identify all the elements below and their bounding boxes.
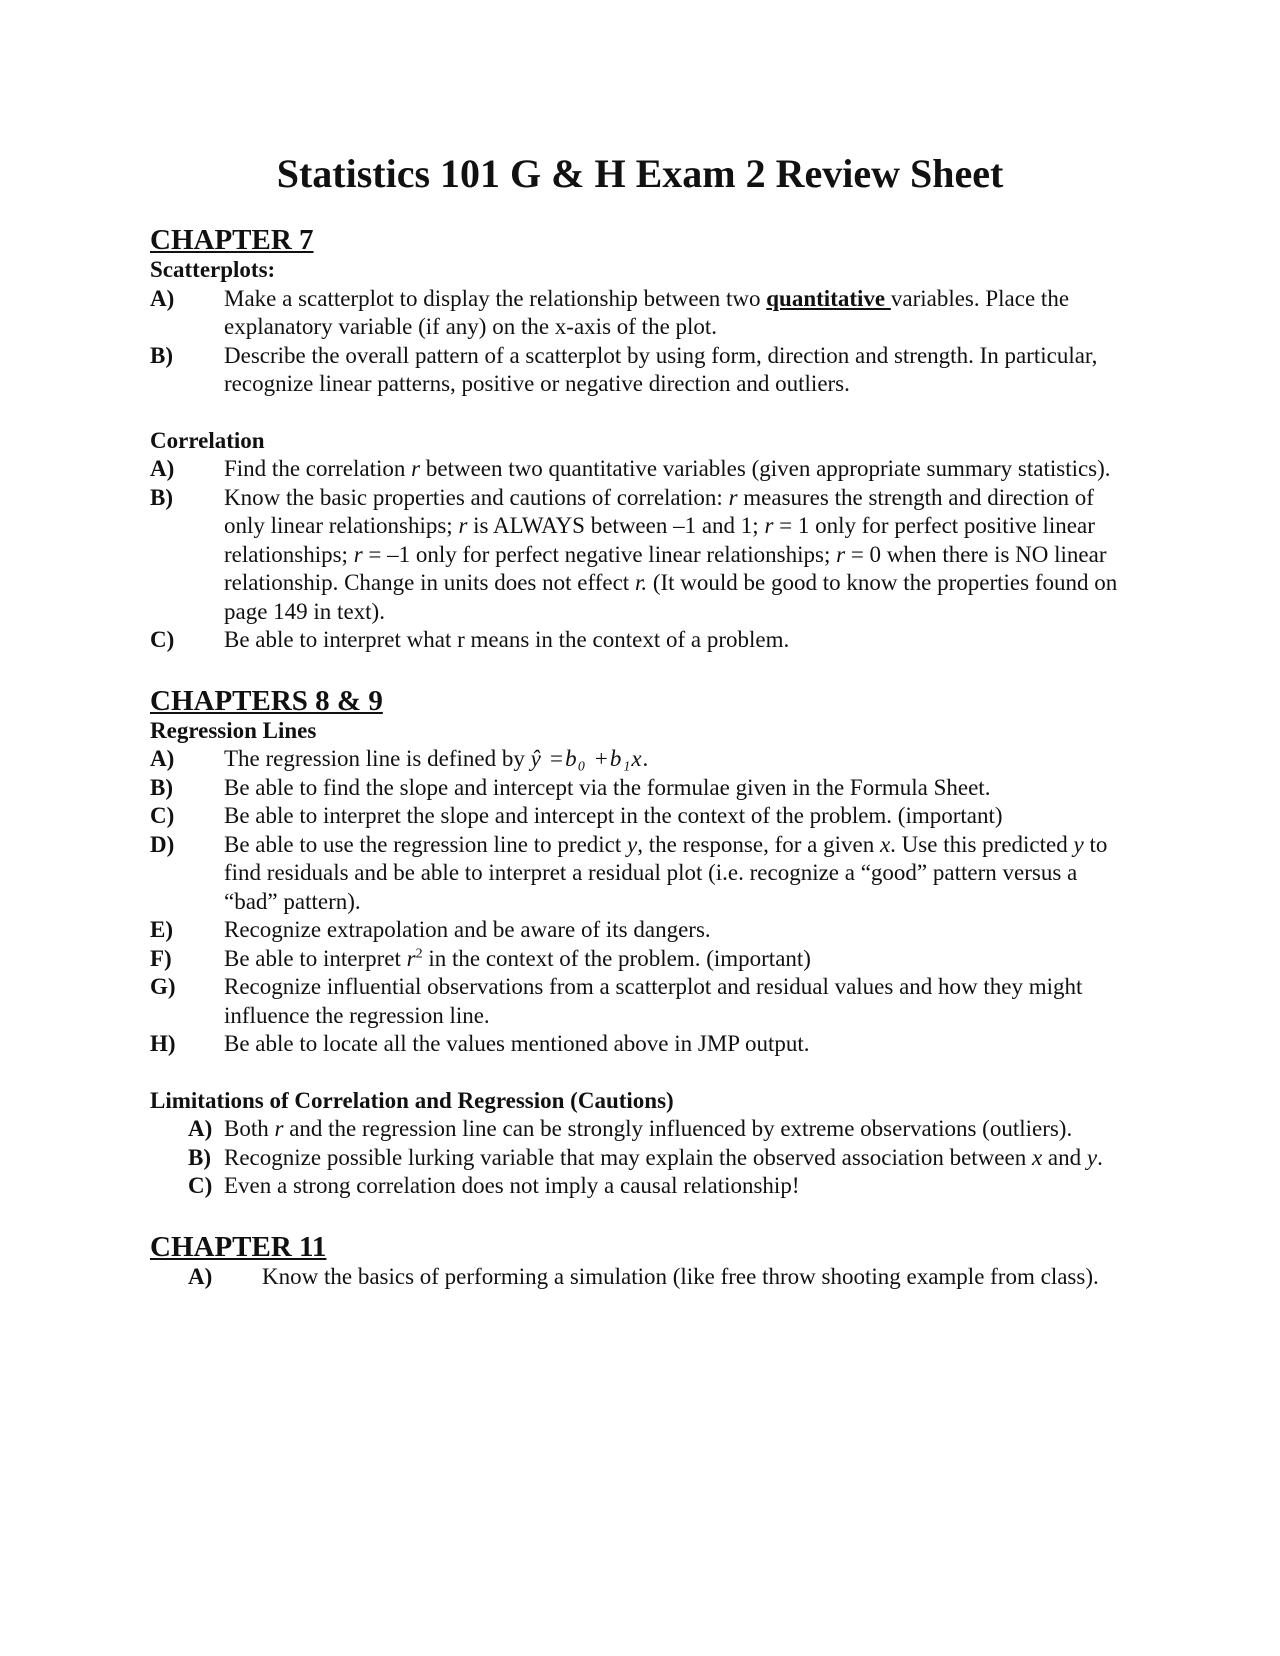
item-text: Be able to interpret the slope and intercept in the context of the problem. (important) [224, 803, 1003, 828]
r-symbol: r [406, 945, 416, 971]
y-symbol: y [1073, 831, 1084, 857]
text-run: . Use this predicted [890, 831, 1074, 857]
scatterplots-item-a [150, 285, 1130, 342]
item-label: A) [188, 1116, 213, 1141]
text-run: . [1097, 1144, 1103, 1170]
chapter-11-list [150, 1263, 1130, 1292]
text-run: and the regression line can be strongly influenced by extreme observations (outliers). [283, 1116, 1073, 1141]
page-title: Statistics 101 G & H Exam 2 Review Sheet [276, 151, 1004, 196]
chapter-11-item-a [150, 1263, 1130, 1292]
r-symbol: r [728, 484, 738, 510]
r-symbol: r [411, 456, 421, 481]
item-label: F) [150, 945, 172, 971]
regression-item-c [150, 802, 1130, 831]
text-run: , the response, for a given [637, 831, 880, 857]
regression-item-g [150, 973, 1130, 1030]
item-label: B) [188, 1144, 211, 1170]
text-run: Both [224, 1116, 275, 1141]
item-text [224, 1144, 1130, 1173]
correlation-item-b [150, 484, 1130, 627]
chapter-11-heading: CHAPTER 11 [150, 1230, 327, 1263]
correlation-heading: Correlation [150, 427, 265, 453]
item-label: A) [150, 456, 175, 481]
item-label: C) [188, 1173, 213, 1198]
item-text: Be able to find the slope and intercept via the formulae given in the Formula Sheet. [224, 774, 991, 800]
quantitative-emphasis: quantitative [766, 285, 891, 311]
item-text: Be able to interpret what r means in the context of a problem. [224, 627, 790, 652]
text-run: Make a scatterplot to display the relationship between two [224, 285, 767, 311]
item-label: H) [150, 1031, 176, 1056]
item-label: B) [150, 342, 173, 368]
item-text: Describe the overall pattern of a scatterplot by using form, direction and strength. In particular, recognize linear patterns, positive or negative direction and outliers. [224, 342, 1098, 396]
item-text [224, 745, 1130, 774]
chapter-7-heading: CHAPTER 7 [150, 224, 314, 256]
r-symbol: r [764, 513, 774, 538]
text-run: . [642, 746, 649, 771]
text-run: to find residuals and be able to interpret a residual plot (i.e. recognize a “good” pattern versus a “bad” pattern). [224, 831, 1108, 914]
text-run: The regression line is defined by [224, 746, 531, 771]
text-run: in the context of the problem. (important) [422, 945, 811, 971]
text-run: Find the correlation [224, 456, 412, 481]
item-label: A) [188, 1263, 213, 1289]
item-text: Recognize extrapolation and be aware of its dangers. [224, 917, 711, 942]
item-label: B) [150, 484, 173, 510]
scatterplots-heading: Scatterplots: [150, 257, 276, 282]
regression-formula: ŷ =b₀ +b₁x [530, 746, 643, 771]
correlation-item-c [150, 626, 1130, 655]
text-run: = 1 only for perfect positive linear relationships; [224, 513, 1095, 567]
regression-item-b [150, 774, 1130, 803]
text-run: Be able to use the regression line to predict [224, 831, 628, 857]
text-run: Know the basic properties and cautions of correlation: [224, 484, 729, 510]
r-symbol: r [458, 513, 468, 538]
item-text [224, 484, 1130, 627]
item-label: C) [150, 627, 175, 652]
exponent: 2 [415, 945, 423, 961]
item-label: B) [150, 774, 173, 800]
item-label: G) [150, 974, 176, 999]
y-symbol: y [1086, 1144, 1098, 1170]
regression-item-f [150, 945, 1130, 974]
item-label: A) [150, 285, 175, 311]
text-run: (It would be good to know the properties found on page 149 in text). [224, 570, 1118, 624]
regression-item-h [150, 1030, 1130, 1059]
text-run: is ALWAYS between –1 and 1; [467, 513, 765, 538]
text-run: and [1042, 1144, 1087, 1170]
r-symbol: r [274, 1116, 284, 1141]
text-run: Recognize possible lurking variable that may explain the observed association between [224, 1144, 1032, 1170]
text-run: between two quantitative variables (given appropriate summary statistics). [420, 456, 1111, 481]
limitations-heading: Limitations of Correlation and Regression (Cautions) [150, 1087, 674, 1113]
chapters-8-9-heading: CHAPTERS 8 & 9 [150, 684, 383, 717]
regression-item-a [150, 745, 1130, 774]
text-run: = 0 when there is NO linear relationship. Change in units does not effect [224, 541, 1107, 595]
regression-lines-heading: Regression Lines [150, 717, 317, 743]
item-label: E) [150, 917, 173, 942]
regression-item-d [150, 831, 1130, 917]
item-text: Recognize influential observations from a scatterplot and residual values and how they might influence the regression line. [224, 974, 1083, 1028]
item-text: Know the basics of performing a simulation (like free throw shooting example from class). [262, 1263, 1099, 1289]
limitations-list [150, 1115, 1130, 1201]
text-run: = –1 only for perfect negative linear relationships; [362, 541, 837, 567]
y-symbol: y [627, 831, 638, 857]
item-text: Even a strong correlation does not imply a causal relationship! [224, 1173, 800, 1198]
item-text [224, 1115, 1130, 1144]
r-symbol: r [836, 541, 846, 567]
limitations-item-c [150, 1172, 1130, 1201]
item-text [224, 945, 1130, 974]
item-label: C) [150, 803, 175, 828]
regression-item-e [150, 916, 1130, 945]
item-text [224, 831, 1130, 917]
text-run: variables. Place the explanatory variable (if any) on the x-axis of the plot. [224, 285, 1070, 339]
x-symbol: x [1031, 1144, 1043, 1170]
r-symbol: r. [634, 570, 648, 595]
scatterplots-item-b [150, 342, 1130, 399]
x-symbol: x [879, 831, 891, 857]
item-label: D) [150, 831, 175, 857]
text-run: Be able to interpret [224, 945, 407, 971]
item-text: Be able to locate all the values mentioned above in JMP output. [224, 1031, 810, 1056]
limitations-item-a [150, 1115, 1130, 1144]
limitations-item-b [150, 1144, 1130, 1173]
item-label: A) [150, 746, 175, 771]
r-symbol: r [353, 541, 363, 567]
review-sheet-page [150, 150, 1130, 1291]
item-text [224, 285, 1130, 342]
item-text [224, 455, 1130, 484]
text-run: measures the strength and direction of only linear relationships; [224, 484, 1094, 538]
correlation-item-a [150, 455, 1130, 484]
